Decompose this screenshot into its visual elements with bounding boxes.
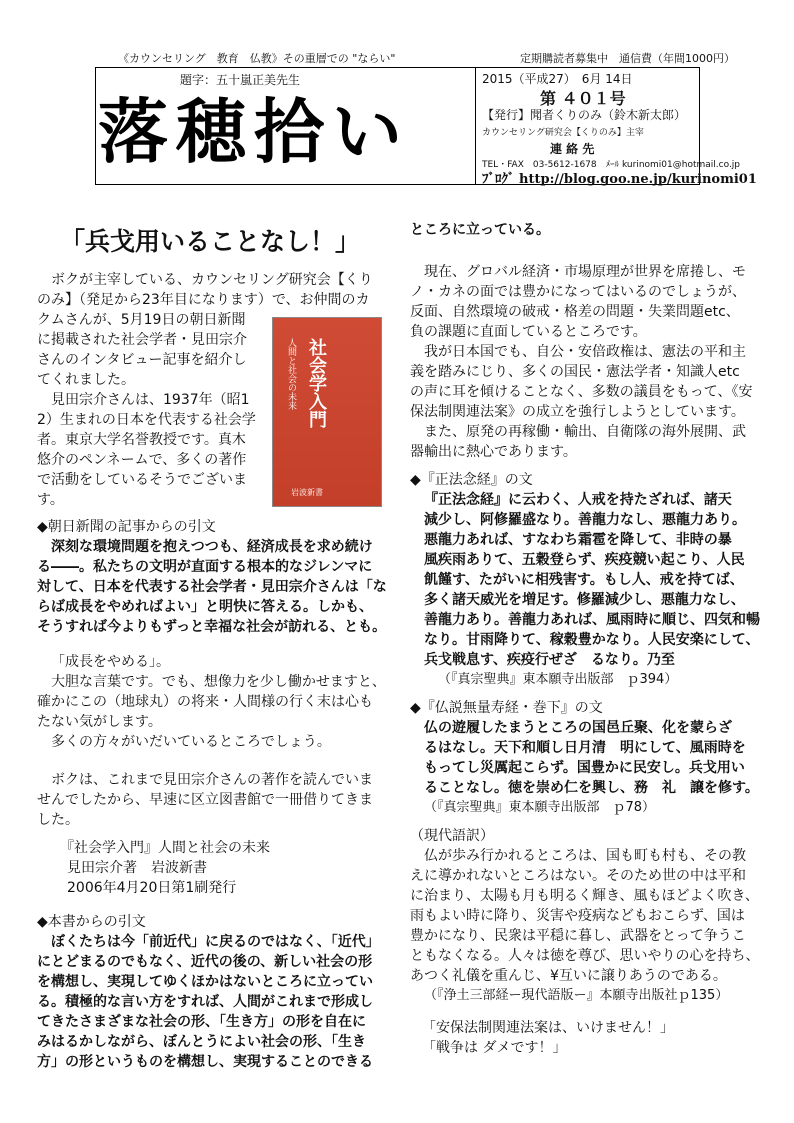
text-line: 減少し、阿修羅盛なり。善龍力なし、悪龍力あり。 (424, 512, 746, 528)
section-heading: ◆朝日新聞の記事からの引文 (37, 519, 216, 535)
text-line: 兵戈戦息す、疾疫行ぜざ るなり。乃至 (424, 652, 675, 668)
text-line: の声に耳を傾けることなく、多数の議員をもって、《安 (410, 384, 753, 400)
text-line: クムさんが、5月19日の朝日新聞 (37, 312, 246, 328)
text-line: 飢饉す、たがいに相残害す。もし人、戒を持てば、 (424, 572, 744, 588)
text-line: 者。東京大学名誉教授です。真木 (37, 432, 246, 448)
text-line: 反面、自然環境の破戒・格差の問題・失業問題etc、 (410, 304, 740, 320)
text-line: 現在、グロバル経済・市場原理が世界を席捲し、モ (424, 264, 746, 280)
contact-details: TEL・FAX 03-5612-1678 ﾒｰﾙ kurinomi01@hotmail.co.jp (482, 160, 741, 170)
text-line: ることなし。徳を崇め仁を興し、務 礼 譲を修す。 (424, 780, 759, 796)
book-cover-publisher: 岩波新書 (291, 488, 323, 497)
asahi-section (37, 517, 397, 637)
masthead-title: 落穂拾い (98, 90, 410, 173)
text-line: また、原発の再稼働・輸出、自衛隊の海外展開、武 (424, 424, 746, 440)
sutra2-section (410, 698, 780, 818)
text-line: 悪龍力あれば、すなわち霜雹を降して、非時の暴 (424, 532, 732, 548)
text-line: せんでしたから、早速に区立図書館で一冊借りてきま (37, 792, 373, 808)
text-line: えに導かれないところはない。そのため世の中は平和 (410, 868, 746, 884)
book-date-line: 2006年4月20日第1刷発行 (67, 880, 237, 896)
text-line: 我が日本国でも、自公・安倍政権は、憲法の平和主 (424, 344, 746, 360)
continuation-line: ところに立っている。 (410, 222, 550, 238)
source-citation: （『真宗聖典』東本願寺出版部 ｐ78） (424, 800, 656, 815)
section-heading: （現代語訳） (410, 828, 494, 844)
text-line: る――。私たちの文明が直面する根本的なジレンマに (37, 559, 373, 575)
text-line: を構想し、実現してゆくほかはないところに立ってい (37, 974, 373, 990)
contact-label: 連 絡 先 (550, 142, 595, 156)
text-line: あつく礼儀を重んじ、¥互いに譲りあうのである。 (410, 968, 727, 984)
section-heading: ◆本書からの引文 (37, 914, 146, 930)
text-line: す。 (37, 492, 64, 508)
publisher: 【発行】聞者くりのみ（鈴木新太郎） (482, 108, 687, 122)
text-line: のみ】（発足から23年目になります）で、お仲間のカ (37, 292, 370, 308)
text-line: 豊かになり、民衆は平穏に暮し、武器をとって争うこ (410, 928, 746, 944)
text-line: 善龍力あり。善龍力あれば、風雨時に順じ、四気和暢 (424, 612, 760, 628)
book-info (60, 838, 400, 898)
text-line: 『正法念経』に云わく、人戒を持たざれば、諸天 (424, 492, 732, 508)
book-quote-section (37, 912, 397, 1072)
text-line: した。 (37, 812, 79, 828)
text-line: もってし災厲起こらず。国豊かに民安し。兵戈用い (424, 760, 745, 776)
closing-line: 「安保法制関連法案は、いけません！」 (422, 1020, 674, 1036)
text-line: 深刻な環境問題を抱えつつも、経済成長を求め続け (51, 539, 373, 555)
source-citation: （『真宗聖典』東本願寺出版部 ｐ394） (438, 672, 678, 687)
source-citation: （『浄土三部経ー現代語版ー』本願寺出版社ｐ135） (424, 988, 729, 1003)
text-line: る。積極的な言い方をすれば、人間がこれまで形成し (37, 994, 373, 1010)
text-line: 義を踏みにじり、多くの国民・憲法学者・知識人etc (410, 364, 740, 380)
text-line: らば成長をやめればよい」と明快に答える。しかも、 (37, 599, 373, 615)
sutra1-section (410, 470, 780, 690)
text-line: てくれました。 (37, 372, 135, 388)
issue-number: 第 ４０１号 (540, 89, 626, 108)
text-line: 大胆な言葉です。でも、想像力を少し働かせますと、 (51, 674, 386, 690)
text-line: たない気がします。 (37, 714, 162, 730)
text-line: に治まり、太陽も月も明るく輝き、風もほどよく吹き、 (410, 888, 759, 904)
book-author-line: 見田宗介著 岩波新書 (67, 860, 207, 876)
issue-date: 2015（平成27） 6月 14日 (482, 72, 633, 86)
text-line: で活動をしているそうでございま (37, 472, 247, 488)
text-line: ともなくなる。人々は徳を尊び、思いやりの心を持ち、 (410, 948, 760, 964)
text-line: に掲載された社会学者・見田宗介 (37, 332, 247, 348)
text-line: ボクが主宰している、カウンセリング研究会【くり (51, 272, 373, 288)
text-line: 悠介のペンネームで、多くの著作 (37, 452, 247, 468)
text-line: 保法制関連法案》の成立を強行しようとしています。 (410, 404, 745, 420)
text-line: 多くの方々がいだいているところでしょう。 (51, 734, 331, 750)
text-line: ボクは、これまで見田宗介さんの著作を読んでいま (51, 772, 373, 788)
text-line: 「成長をやめる」。 (51, 654, 170, 670)
text-line: 雨もよい時に降り、災害や疫病などもおこらず、国は (410, 908, 745, 924)
text-line: 確かにこの（地球丸）の将来・人間様の行く末は心も (37, 694, 373, 710)
text-line: そうすれば今よりもずっと幸福な社会が訪れる、とも。 (37, 619, 387, 635)
section-heading: ◆『仏説無量寿経・巻下』の文 (410, 700, 603, 716)
text-line: 風疾雨ありて、五穀登らず、疾疫競い起こり、人民 (424, 552, 745, 568)
text-line: さんのインタビュー記事を紹介し (37, 352, 247, 368)
title-credit: 題字：五十嵐正美先生 (180, 73, 301, 87)
organization: カウンセリング研究会【くりのみ】主宰 (482, 128, 644, 138)
book-title-line: 『社会学入門』人間と社会の未来 (60, 840, 270, 856)
text-line: 対して、日本を代表する社会学者・見田宗介さんは「な (37, 579, 387, 595)
masthead-divider (475, 67, 476, 185)
library-paragraph (37, 770, 397, 830)
text-line: なり。甘雨降りて、稼穀豊かなり。人民安楽にして、 (424, 632, 760, 648)
modern-translation (410, 826, 785, 1006)
reflection-paragraph (37, 652, 397, 752)
text-line: 仏が歩み行かれるところは、国も町も村も、その教 (424, 848, 746, 864)
subscription-notice: 定期購読者募集中 通信費（年間1000円） (520, 52, 735, 65)
text-line: にとどまるのでもなく、近代の後の、新しい社会の形 (37, 954, 373, 970)
book-cover-image (272, 317, 382, 507)
text-line: るはなし。天下和順し日月清 明にして、風雨時を (424, 740, 746, 756)
global-paragraph (410, 262, 780, 462)
text-line: 2）生まれの日本を代表する社会学 (37, 412, 256, 428)
tagline: 《カウンセリング 教育 仏教》その重層での "ならい" (118, 52, 396, 65)
book-cover-subtitle: 人間と社会の未来 (286, 338, 296, 410)
text-line: 方」の形というものを構想し、実現することのできる (37, 1054, 373, 1070)
text-line: てきたさまざまな社会の形、「生き方」の形を自在に (37, 1014, 366, 1030)
blog-url[interactable]: ﾌﾞﾛｸﾞ http://blog.goo.ne.jp/kurinomi01 (482, 172, 757, 187)
closing-statement (422, 1018, 782, 1058)
text-line: ノ・カネの面では豊かになってはいるのでしょうが、 (410, 284, 746, 300)
section-heading: ◆『正法念経』の文 (410, 472, 533, 488)
closing-line: 「戦争は ダメです！」 (422, 1040, 567, 1056)
text-line: 器輸出に熱心であります。 (410, 444, 577, 460)
text-line: 見田宗介さんは、1937年（昭1 (51, 392, 250, 408)
headline: 「兵戈用いることなし！」 (60, 227, 361, 256)
text-line: 多く諸天威光を増足す。修羅減少し、悪龍力なし、 (424, 592, 745, 608)
text-line: みはるかしながら、ぼんとうによい社会の形、「生き (37, 1034, 366, 1050)
text-line: 仏の遊履したまうところの国邑丘聚、化を蒙らざ (424, 720, 732, 736)
book-cover-title: 社会学入門 (306, 338, 327, 428)
text-line: ぼくたちは今「前近代」に戻るのではなく、「近代」 (51, 934, 380, 950)
text-line: 負の課題に直面しているところです。 (410, 324, 647, 340)
